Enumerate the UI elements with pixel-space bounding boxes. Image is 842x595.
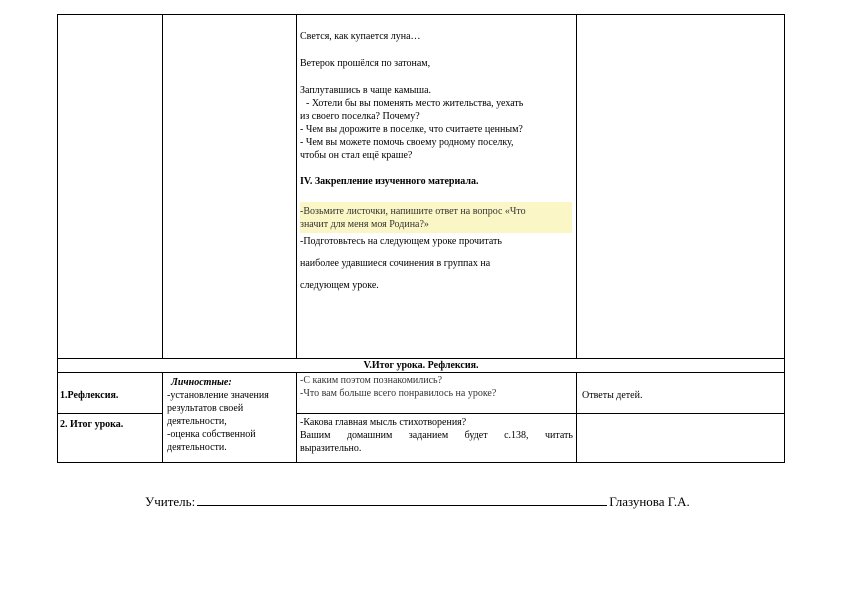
highlight-line: значит для меня моя Родина?» [300, 219, 429, 230]
section-title: V.Итог урока. Рефлексия. [363, 360, 479, 371]
upper-content-cell [300, 30, 575, 292]
teacher-line: выразительно. [300, 443, 362, 454]
uud-title: Личностные: [171, 377, 232, 388]
col-divider-1-upper [162, 14, 163, 359]
col-divider-1-lower [162, 372, 163, 463]
uud-line: деятельности. [167, 442, 227, 453]
teacher-line: -Какова главная мысль стихотворения? [300, 417, 467, 428]
task-line: наиболее удавшиеся сочинения в группах на [300, 258, 491, 269]
highlight-line: -Возьмите листочки, напишите ответ на вопрос «Что [300, 206, 526, 217]
table-border-bottom [57, 462, 785, 463]
table-border-top [57, 14, 785, 15]
signature-line [197, 493, 607, 506]
question-line: - Хотели бы вы поменять место жительства, уехать [306, 98, 524, 109]
question-line: - Чем вы можете помочь своему родному поселку, [300, 137, 514, 148]
uud-line: -оценка собственной [167, 429, 256, 440]
task-line: следующем уроке. [300, 280, 379, 291]
teacher-line: Вашим домашним заданием будет с.138, читать [300, 430, 573, 441]
col-divider-3-upper [576, 14, 577, 359]
table-border-left [57, 14, 58, 463]
section-row-bottom [57, 372, 785, 373]
stage-summary: 2. Итог урока. [60, 419, 124, 430]
col-divider-2-upper [296, 14, 297, 359]
row-divider-content [296, 413, 785, 414]
signature-label: Учитель: [145, 494, 196, 509]
task-line: -Подготовьтесь на следующем уроке прочитать [300, 236, 502, 247]
stage-reflection: 1.Рефлексия. [60, 390, 119, 401]
teacher-cell-reflection [300, 374, 575, 400]
students-reflection: Ответы детей. [582, 390, 643, 401]
teacher-name: Глазунова Г.А. [609, 494, 690, 509]
section-heading: IV. Закрепление изученного материала. [300, 176, 479, 187]
col-divider-3-lower [576, 372, 577, 463]
poem-line: Свется, как купается луна… [300, 31, 421, 42]
teacher-signature [145, 493, 705, 510]
uud-cell [167, 376, 297, 454]
teacher-line: -С каким поэтом познакомились? [300, 375, 443, 386]
uud-line: результатов своей [167, 403, 244, 414]
question-line: чтобы он стал ещё краше? [300, 150, 413, 161]
uud-line: деятельности, [167, 416, 227, 427]
uud-line: -установление значения [167, 390, 269, 401]
row-divider-stage [57, 413, 163, 414]
poem-line: Заплутавшись в чаще камыша. [300, 85, 432, 96]
teacher-line: -Что вам больше всего понравилось на уроке? [300, 388, 497, 399]
highlighted-task [300, 202, 572, 233]
table-border-right [784, 14, 785, 463]
poem-line: Ветерок прошёлся по затонам, [300, 58, 431, 69]
teacher-cell-summary [300, 416, 573, 455]
question-line: - Чем вы дорожите в поселке, что считаете ценным? [300, 124, 523, 135]
question-line: из своего поселка? Почему? [300, 111, 420, 122]
